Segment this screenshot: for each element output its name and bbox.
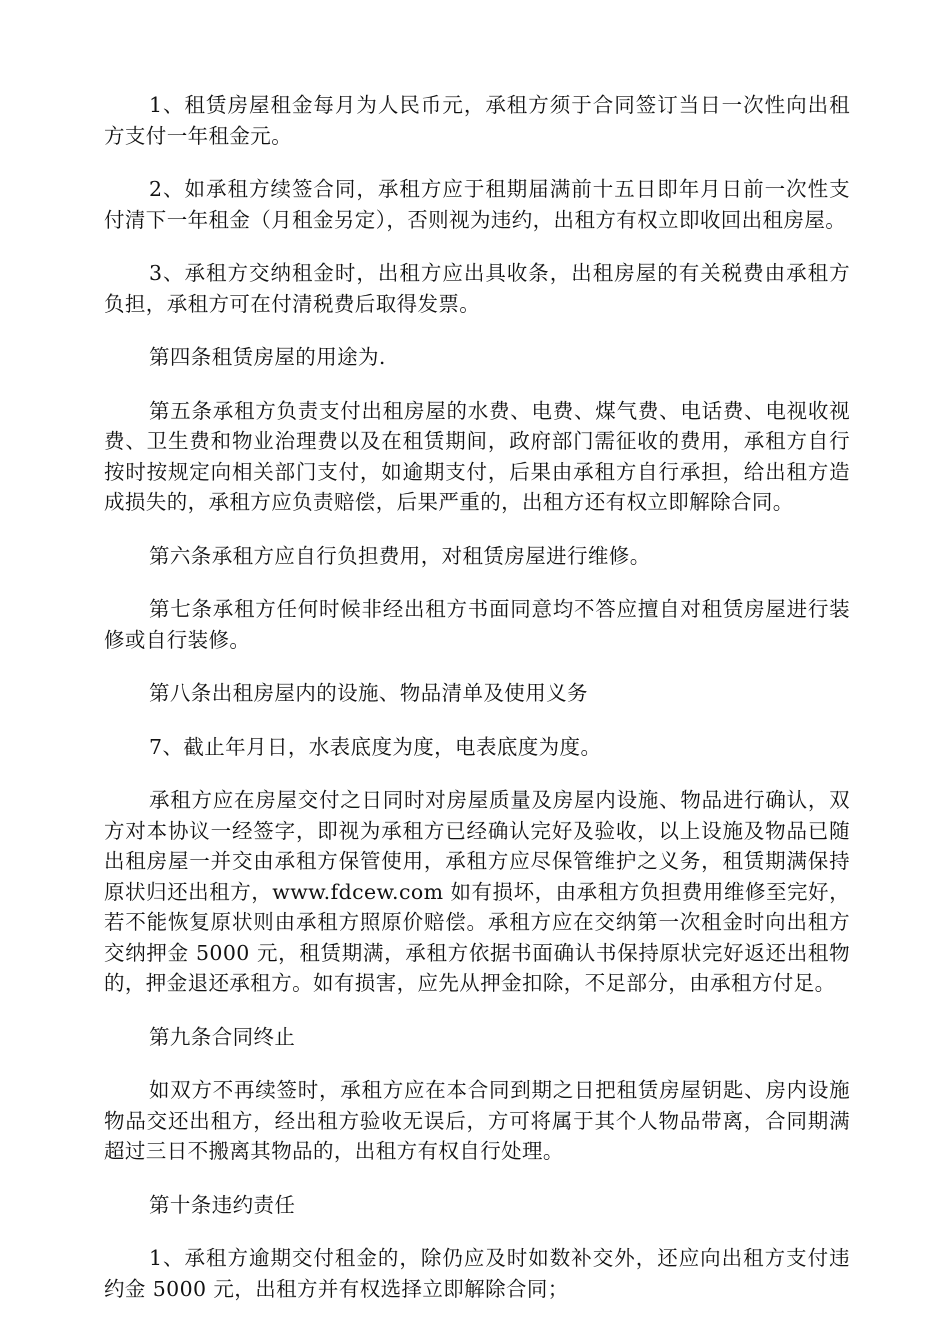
document-page bbox=[104, 90, 850, 1327]
renewal-clause: 2、如承租方续签合同，承租方应于租期届满前十五日即年月日前一次性支付清下一年租金（月租金另定），否则视为违约，出租方有权立即收回出租房屋。 bbox=[104, 177, 850, 232]
article-6-paragraph: 第六条承租方应自行负担费用，对租赁房屋进行维修。 bbox=[149, 543, 651, 568]
article-5-paragraph: 第五条承租方负责支付出租房屋的水费、电费、煤气费、电话费、电视收视费、卫生费和物业治理费以及在租赁期间，政府部门需征收的费用，承租方自行按时按规定向相关部门支付，如逾期支付，后果由承租方自行承担，给出租方造成损失的，承租方应负责赔偿，后果严重的，出租方还有权立即解除合同。 bbox=[104, 398, 850, 514]
inventory-deposit-paragraph: 承租方应在房屋交付之日同时对房屋质量及房屋内设施、物品进行确认，双方对本协议一经签字，即视为承租方已经确认完好及验收，以上设施及物品已随出租房屋一并交由承租方保管使用，承租方应尽保管维护之义务，租赁期满保持原状归还出租方，www.fdcew.com 如有损坏，由承租方负担费用维修至完好，若不能恢复原状则由承租方照原价赔偿。承租方应在交纳第一次租金时向出租方交纳押金 5000 元，租赁期满，承租方依据书面确认书保持原状完好返还出租物的，押金退还承租方。如有损害，应先从押金扣除，不足部分，由承租方付足。 bbox=[104, 788, 850, 995]
article-10-heading: 第十条违约责任 bbox=[149, 1192, 296, 1217]
late-payment-clause: 1、承租方逾期交付租金的，除仍应及时如数补交外，还应向出租方支付违约金 5000 元，出租方并有权选择立即解除合同； bbox=[104, 1246, 850, 1301]
article-8-heading: 第八条出租房屋内的设施、物品清单及使用义务 bbox=[149, 681, 588, 705]
receipt-tax-clause: 3、承租方交纳租金时，出租方应出具收条，出租房屋的有关税费由承租方负担，承租方可在付清税费后取得发票。 bbox=[104, 261, 850, 316]
rent-payment-clause: 1、租赁房屋租金每月为人民币元，承租方须于合同签订当日一次性向出租方支付一年租金元。 bbox=[104, 93, 850, 148]
article-7-paragraph: 第七条承租方任何时候非经出租方书面同意均不答应擅自对租赁房屋进行装修或自行装修。 bbox=[104, 597, 850, 652]
termination-paragraph: 如双方不再续签时，承租方应在本合同到期之日把租赁房屋钥匙、房内设施物品交还出租方，经出租方验收无误后，方可将属于其个人物品带离，合同期满超过三日不搬离其物品的，出租方有权自行处理。 bbox=[104, 1078, 850, 1163]
article-4-heading: 第四条租赁房屋的用途为. bbox=[149, 345, 386, 369]
meter-reading-clause: 7、截止年月日，水表底度为度，电表底度为度。 bbox=[149, 734, 602, 759]
article-9-heading: 第九条合同终止 bbox=[149, 1024, 296, 1049]
